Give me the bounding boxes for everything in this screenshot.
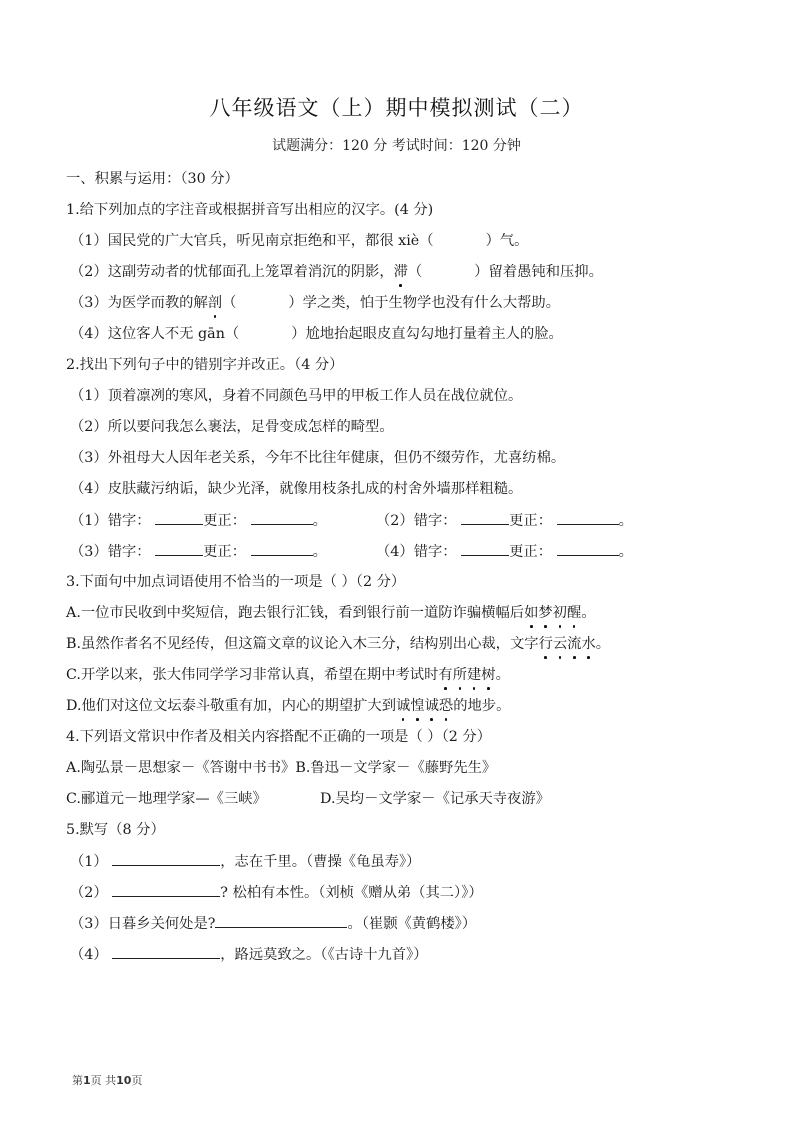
question-4-option-d[interactable]: D.吴均－文学家－《记承天寺夜游》 bbox=[320, 791, 550, 807]
dictation-blank[interactable] bbox=[112, 944, 220, 959]
dotted-char: 流 bbox=[567, 636, 582, 652]
question-2-answer-4 bbox=[376, 541, 633, 562]
wrong-char-label: 错字： bbox=[413, 513, 457, 529]
q1-item2-end: ）留着愚钝和压抑。 bbox=[474, 264, 603, 280]
option-text: B.虽然作者名不见经传，但这篇文章的议论入木三分，结构别出心裁，文字 bbox=[66, 636, 539, 652]
wrong-char-blank[interactable] bbox=[461, 541, 509, 556]
footer-suffix: 页 bbox=[131, 1074, 143, 1087]
option-end: 。 bbox=[581, 605, 596, 621]
option-text: D.他们对这位文坛泰斗敬重有加，内心的期望扩大到 bbox=[66, 698, 397, 714]
period: 。 bbox=[618, 513, 633, 529]
question-3-option-d[interactable] bbox=[66, 696, 510, 716]
dictation-blank[interactable] bbox=[112, 851, 220, 866]
correction-label: 更正： bbox=[203, 544, 247, 560]
question-4-option-c[interactable]: C.郦道元－地理学家—《三峡》 bbox=[66, 791, 267, 807]
wrong-char-blank[interactable] bbox=[155, 541, 203, 556]
question-2-sentence-3: （3）外祖母大人因年老关系，今年不比往年健康，但仍不缀劳作，尤喜纺棉。 bbox=[70, 450, 566, 466]
emphasis-dotted-phrase bbox=[539, 636, 596, 652]
question-2-sentence-1: （1）顶着凛冽的寒风，身着不同颜色马甲的甲板工作人员在战位就位。 bbox=[70, 388, 523, 404]
question-2-sentence-2: （2）所以要问我怎么裹法，足骨变成怎样的畸型。 bbox=[70, 419, 394, 435]
option-text: C.开学以来，张大伟同学学习非常认真，希望在期中考试时 bbox=[66, 667, 439, 683]
dotted-char: 建 bbox=[467, 667, 482, 683]
question-5-item-2 bbox=[70, 882, 483, 903]
item-text: 。（崔颢《黄鹤楼》） bbox=[347, 916, 477, 932]
question-2-answer-3 bbox=[70, 541, 327, 562]
page-footer bbox=[72, 1072, 142, 1088]
item-text: ，志在千里。（曹操《龟虽寿》） bbox=[220, 854, 421, 870]
q1-item3-text: （3）为医学而教的解 bbox=[70, 295, 208, 311]
q1-item4-text: （4）这位客人不无 gān（ bbox=[70, 326, 240, 342]
answer-number: （1） bbox=[70, 513, 108, 529]
emphasis-dotted-phrase bbox=[438, 667, 495, 683]
option-end: 。 bbox=[495, 667, 510, 683]
period: 。 bbox=[312, 513, 327, 529]
dotted-char: 云 bbox=[552, 636, 568, 652]
wrong-char-blank[interactable] bbox=[461, 510, 509, 525]
question-5-stem: 5.默写（8 分） bbox=[66, 822, 165, 838]
item-prefix: 日暮乡关何处是? bbox=[107, 916, 216, 932]
correction-label: 更正： bbox=[509, 544, 553, 560]
section-heading: 一、积累与运用：（30 分） bbox=[66, 171, 239, 187]
dotted-char: 恐 bbox=[438, 698, 454, 714]
question-3-option-a[interactable] bbox=[66, 603, 596, 623]
total-pages: 10 bbox=[116, 1074, 132, 1087]
correction-blank[interactable] bbox=[251, 510, 313, 525]
question-5-item-1 bbox=[70, 851, 420, 872]
page-title: 八年级语文（上）期中模拟测试（二） bbox=[209, 96, 584, 120]
emphasis-dotted-phrase bbox=[524, 605, 581, 621]
question-1-item-4 bbox=[70, 324, 563, 344]
question-2-sentence-4: （4）皮肤藏污纳诟，缺少光泽，就像用枝条扎成的村舍外墙那样粗糙。 bbox=[70, 481, 523, 497]
answer-number: （3） bbox=[70, 544, 108, 560]
q1-item1-end: ）气。 bbox=[485, 233, 529, 249]
wrong-char-label: 错字： bbox=[413, 544, 457, 560]
question-1-item-3 bbox=[70, 293, 560, 313]
option-end: 的地步。 bbox=[453, 698, 511, 714]
q1-item3-end: ）学之类，怕于生物学也没有什么大帮助。 bbox=[288, 295, 561, 311]
dotted-char: 行 bbox=[538, 636, 553, 652]
correction-blank[interactable] bbox=[557, 510, 619, 525]
question-2-stem: 2.找出下列句子中的错别字并改正。（4 分） bbox=[66, 357, 344, 373]
footer-prefix: 第 bbox=[72, 1074, 83, 1087]
dotted-char: 诚 bbox=[424, 698, 439, 714]
dictation-blank[interactable] bbox=[112, 882, 220, 897]
question-3-option-b[interactable] bbox=[66, 634, 610, 654]
question-4-options-ab[interactable]: A.陶弘景－思想家－《答谢中书书》B.鲁迅－文学家－《藤野先生》 bbox=[66, 760, 497, 776]
question-3-stem: 3.下面句中加点词语使用不恰当的一项是（ ）（2 分） bbox=[66, 574, 406, 590]
page-number: 1 bbox=[83, 1074, 91, 1087]
dotted-char: 梦 bbox=[538, 605, 553, 621]
emphasis-dotted-char: 剖 bbox=[207, 295, 223, 311]
footer-mid: 页 共 bbox=[90, 1074, 117, 1087]
wrong-char-blank[interactable] bbox=[155, 510, 203, 525]
correction-label: 更正： bbox=[509, 513, 553, 529]
correction-label: 更正： bbox=[203, 513, 247, 529]
period: 。 bbox=[618, 544, 633, 560]
answer-number: （2） bbox=[376, 513, 414, 529]
question-3-option-c[interactable] bbox=[66, 665, 510, 685]
dotted-char: 初 bbox=[552, 605, 567, 621]
dotted-char: 所 bbox=[452, 667, 467, 683]
question-5-item-4 bbox=[70, 944, 428, 965]
dotted-char: 诚 bbox=[396, 698, 411, 714]
correction-blank[interactable] bbox=[557, 541, 619, 556]
item-text: ，路远莫致之。（《古诗十九首》） bbox=[220, 947, 428, 963]
q1-item1-text: （1）国民党的广大官兵，听见南京拒绝和平，都很 xiè（ bbox=[70, 233, 434, 249]
q1-item3-paren: （ bbox=[222, 295, 237, 311]
wrong-char-label: 错字： bbox=[107, 544, 151, 560]
dotted-char: 树 bbox=[481, 667, 496, 683]
question-4-stem: 4.下列语文常识中作者及相关内容搭配不正确的一项是（ ）（2 分） bbox=[66, 729, 491, 745]
question-5-item-3 bbox=[70, 913, 476, 934]
emphasis-dotted-phrase bbox=[396, 698, 453, 714]
item-number: （2） bbox=[70, 885, 108, 901]
emphasis-dotted-char: 滞 bbox=[393, 264, 408, 280]
dotted-char: 醒 bbox=[566, 605, 582, 621]
q1-item4-end: ）尬地抬起眼皮直勾勾地打量着主人的脸。 bbox=[291, 326, 563, 342]
question-1-stem: 1.给下列加点的字注音或根据拼音写出相应的汉字。(4 分) bbox=[66, 202, 434, 218]
question-2-answer-2 bbox=[376, 510, 633, 531]
q1-item2-paren: （ bbox=[407, 264, 423, 280]
item-number: （3） bbox=[70, 916, 108, 932]
wrong-char-label: 错字： bbox=[107, 513, 151, 529]
dictation-blank[interactable] bbox=[215, 913, 347, 928]
question-1-item-2 bbox=[70, 262, 603, 282]
dotted-char: 如 bbox=[524, 605, 539, 621]
item-text: ? 松柏有本性。（刘桢《赠从弟（其二）》） bbox=[220, 885, 483, 901]
option-text: A.一位市民收到中奖短信，跑去银行汇钱，看到银行前一道防诈骗横幅后 bbox=[66, 605, 525, 621]
question-1-item-1 bbox=[70, 231, 528, 251]
dotted-char: 惶 bbox=[410, 698, 425, 714]
item-number: （4） bbox=[70, 947, 108, 963]
dotted-char: 水 bbox=[581, 636, 596, 652]
dotted-char: 有 bbox=[438, 667, 453, 683]
q1-item2-text: （2）这副劳动者的忧郁面孔上笼罩着消沉的阴影， bbox=[70, 264, 394, 280]
item-number: （1） bbox=[70, 854, 108, 870]
exam-info: 试题满分：120 分 考试时间：120 分钟 bbox=[272, 138, 521, 154]
question-2-answer-1 bbox=[70, 510, 327, 531]
correction-blank[interactable] bbox=[251, 541, 313, 556]
period: 。 bbox=[312, 544, 327, 560]
option-end: 。 bbox=[595, 636, 611, 652]
answer-number: （4） bbox=[376, 544, 414, 560]
